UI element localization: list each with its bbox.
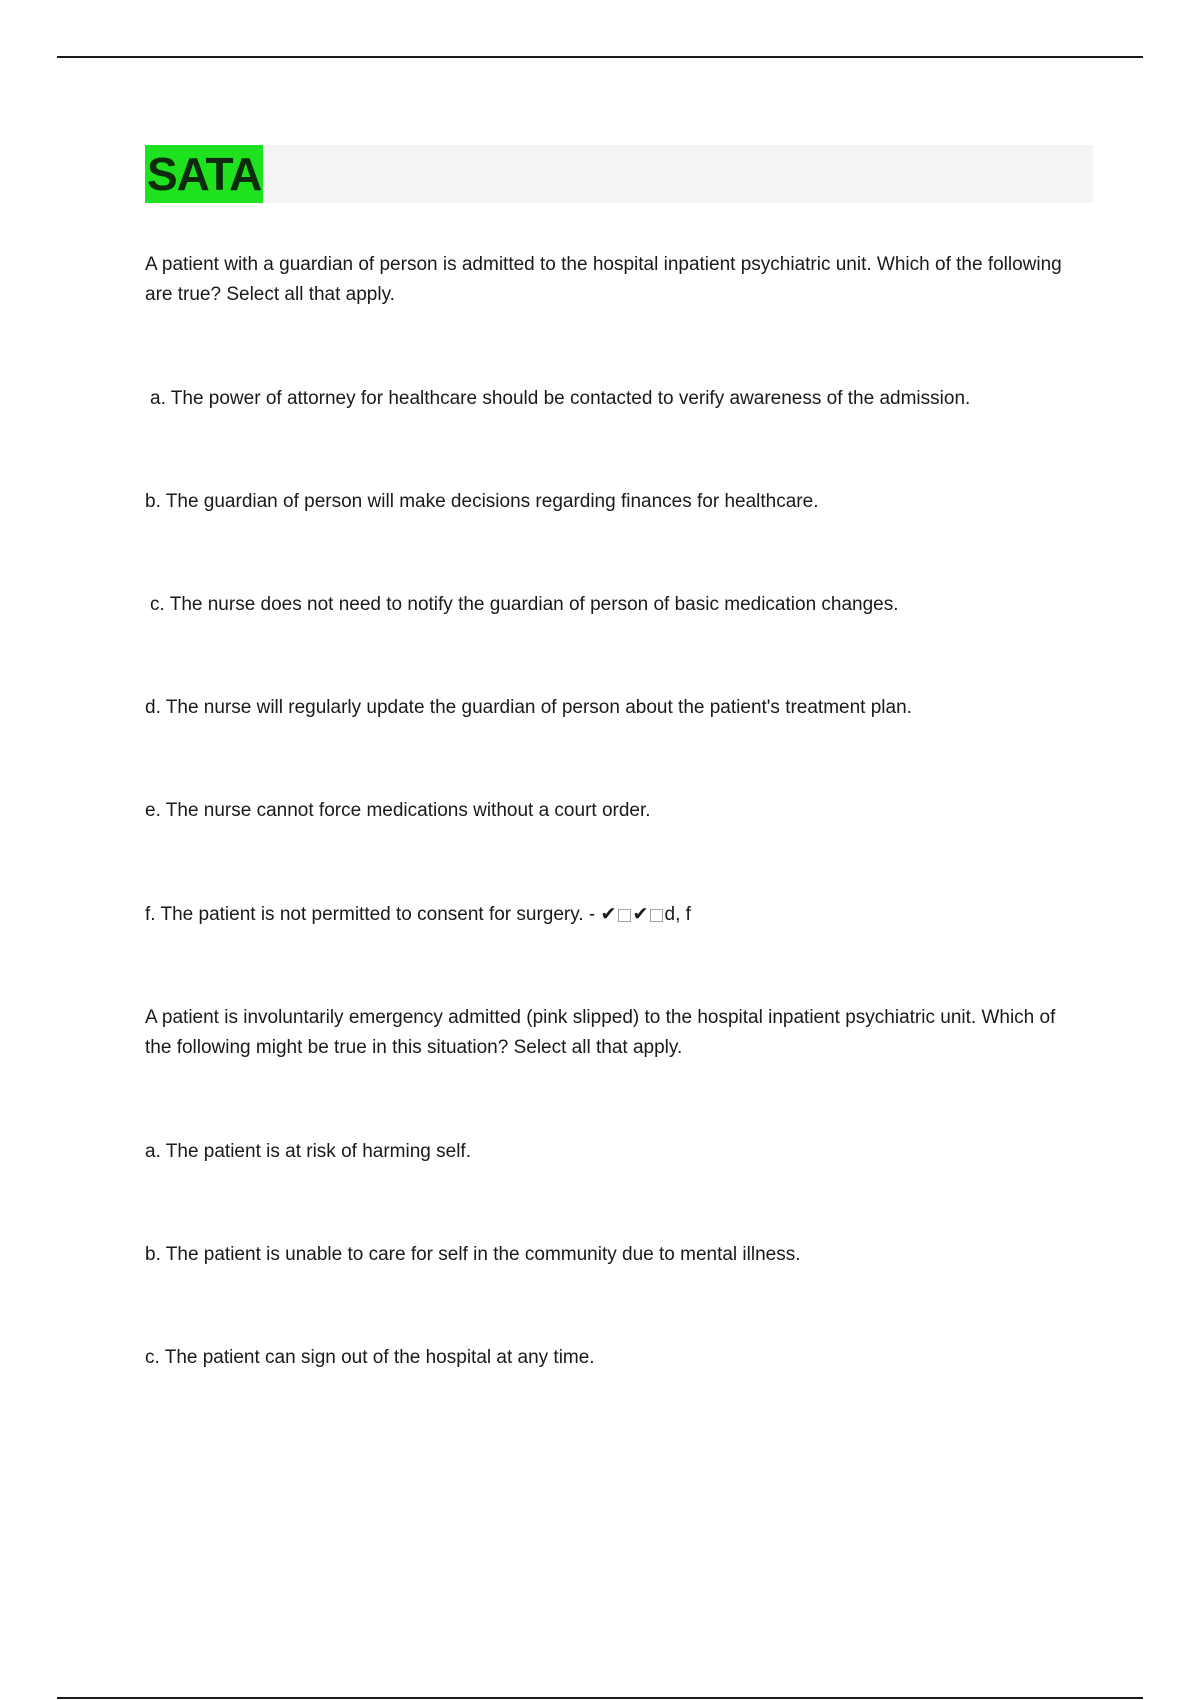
top-rule [57, 56, 1143, 58]
option-f-text: f. The patient is not permitted to consent for surgery. - [145, 904, 601, 925]
question-2-option-c: c. The patient can sign out of the hospital at any time. [145, 1347, 595, 1368]
question-1-option-f [145, 899, 1085, 930]
empty-box-icon: □ [616, 905, 633, 925]
question-1-option-c: c. The nurse does not need to notify the guardian of person of basic medication changes. [150, 594, 899, 615]
empty-box-icon: □ [648, 905, 665, 925]
check-mark-icon: ✔ [632, 903, 649, 925]
question-2-option-a: a. The patient is at risk of harming self. [145, 1141, 471, 1162]
bottom-rule [57, 1697, 1143, 1699]
question-1-option-e: e. The nurse cannot force medications without a court order. [145, 800, 651, 821]
question-1-option-d: d. The nurse will regularly update the guardian of person about the patient's treatment plan. [145, 697, 912, 718]
answer-key: d, f [664, 904, 691, 925]
question-1-option-b: b. The guardian of person will make decisions regarding finances for healthcare. [145, 491, 819, 512]
question-2-stem: A patient is involuntarily emergency admitted (pink slipped) to the hospital inpatient psychiatric unit. Which of the following might be true in this situation? Select all that apply. [145, 1007, 1056, 1058]
question-2-option-b: b. The patient is unable to care for self in the community due to mental illness. [145, 1244, 801, 1265]
question-1-stem: A patient with a guardian of person is admitted to the hospital inpatient psychiatric unit. Which of the following are true? Select all that apply. [145, 254, 1062, 305]
question-1-option-a: a. The power of attorney for healthcare should be contacted to verify awareness of the admission. [150, 388, 971, 409]
section-title: SATA [145, 145, 263, 203]
check-mark-icon: ✔ [600, 903, 617, 925]
title-background [145, 145, 1093, 203]
